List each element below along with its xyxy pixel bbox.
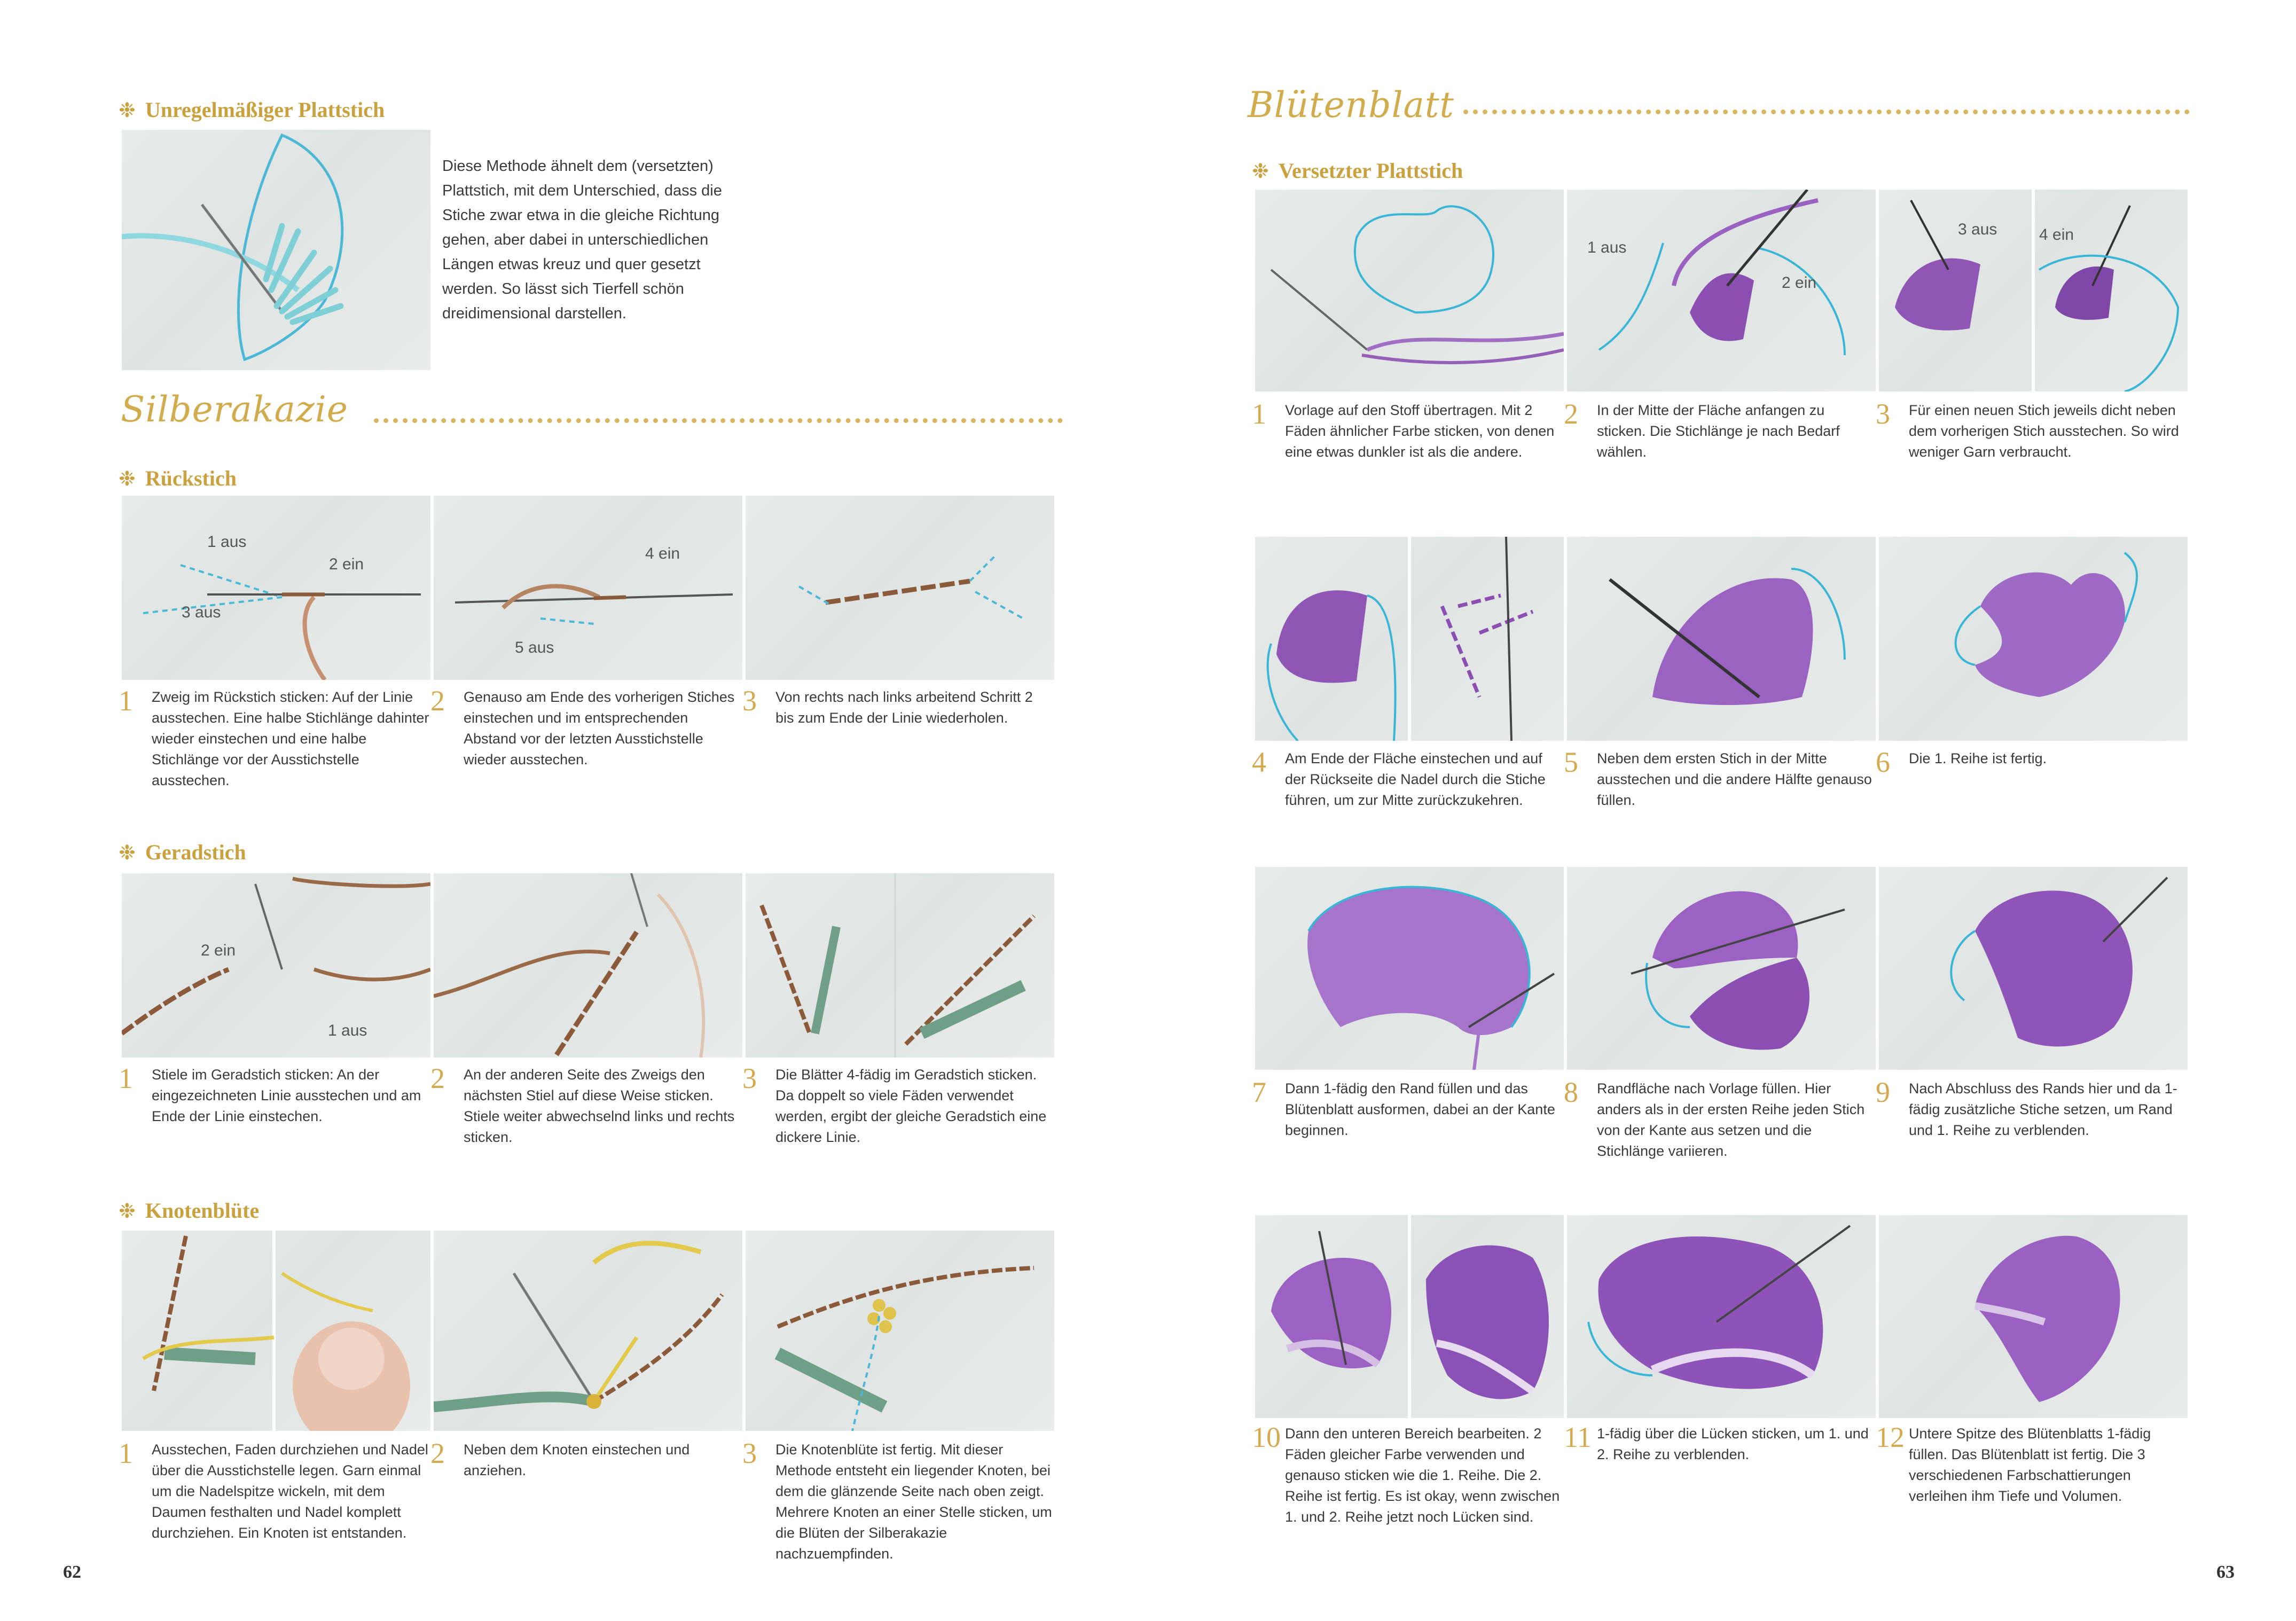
backstitch-step3-illustration [746,496,1054,680]
dotted-divider [374,418,1063,423]
step-caption: An der anderen Seite des Zweigs den nächsten Stiel auf diese Weise sticken. Stiele weiter abwechselnd links und rechts sticken. [464,1067,735,1145]
petal-step10-illustration [1255,1215,1564,1418]
heading-text: Knotenblüte [145,1199,260,1223]
step-caption: 1-fädig über die Lücken sticken, um 1. und 2. Reihe zu verblenden. [1597,1426,1869,1462]
flower-ornament-icon: ❉ [119,98,136,122]
photo-geradstich-3 [746,873,1054,1058]
step-number: 2 [430,1437,445,1469]
flower-ornament-icon: ❉ [119,466,136,490]
step-caption: Dann den unteren Bereich bearbeiten. 2 Fäden gleicher Farbe verwenden und genauso sticken wie die 1. Reihe. Die 2. Reihe ist fertig. Es ist okay, wenn zwischen 1. und 2. Reihe jetzt noch Lücken sind. [1285,1426,1560,1525]
page-title-bluetenblatt: Blütenblatt [1248,84,1454,126]
section-heading-knotenbluete [119,1198,259,1223]
label-2-ein: 2 ein [201,942,236,959]
step-caption: Stiele im Geradstich sticken: An der eingezeichneten Linie ausstechen und am Ende der Linie einstechen. [152,1067,421,1124]
photo-knotenbluete-2 [434,1231,742,1431]
step-number: 12 [1876,1421,1905,1453]
step-caption: Dann 1-fädig den Rand füllen und das Blütenblatt ausformen, dabei an der Kante beginnen. [1285,1080,1555,1138]
petal-step4-illustration [1255,537,1564,741]
leaf-embroidery-illustration [122,130,430,370]
flower-ornament-icon: ❉ [119,840,136,864]
dotted-divider [1463,109,2190,114]
step-caption: Die 1. Reihe ist fertig. [1909,750,2047,766]
petal-step9-illustration [1879,867,2188,1070]
straight-stitch-step3-illustration [746,873,1054,1058]
step-caption: Am Ende der Fläche einstechen und auf der Rückseite die Nadel durch die Stiche führen, um zur Mitte zurückzukehren. [1285,750,1546,808]
step-number: 6 [1876,746,1890,778]
photo-petal-step-5 [1567,537,1876,741]
photo-petal-step-8 [1567,867,1876,1070]
backstitch-step2-illustration [434,496,742,680]
step-caption: Für einen neuen Stich jeweils dicht neben dem vorherigen Stich ausstechen. So wird weniger Garn verbraucht. [1909,402,2179,460]
step-number: 9 [1876,1076,1890,1108]
label-2-ein: 2 ein [329,555,364,573]
step-number: 3 [742,1062,757,1094]
photo-petal-step-4 [1255,537,1564,741]
photo-knotenbluete-3 [746,1231,1054,1431]
heading-text: Geradstich [145,840,246,864]
page-number-left: 62 [63,1562,81,1582]
step-number: 3 [742,685,757,717]
photo-petal-step-6 [1879,537,2188,741]
section-heading-versetzter-plattstich [1252,158,1463,183]
step-caption: Vorlage auf den Stoff übertragen. Mit 2 Fäden ähnlicher Farbe sticken, von denen eine etwas dunkler ist als die andere. [1285,402,1555,460]
photo-geradstich-2 [434,873,742,1058]
step-number: 2 [1564,398,1578,430]
heading-text: Versetzter Plattstich [1278,159,1463,183]
knot-stitch-step3-illustration [746,1231,1054,1431]
step-caption: Neben dem ersten Stich in der Mitte ausstechen und die andere Hälfte genauso füllen. [1597,750,1872,808]
knot-stitch-step2-illustration [434,1231,742,1431]
step-caption: Von rechts nach links arbeitend Schritt 2 bis zum Ende der Linie wiederholen. [775,689,1033,726]
heading-text: Unregelmäßiger Plattstich [145,98,385,122]
page-title-silberakazie: Silberakazie [121,389,348,430]
step-number: 1 [119,1437,133,1469]
section-heading-geradstich [119,840,246,865]
label-1-aus: 1 aus [1587,239,1627,256]
photo-petal-step-1 [1255,190,1564,391]
petal-step2-illustration [1567,190,1876,391]
step-number: 5 [1564,746,1578,778]
step-number: 7 [1252,1076,1266,1108]
step-caption: Genauso am Ende des vorherigen Stiches einstechen und im entsprechenden Abstand vor der letzten Ausstichstelle wieder ausstechen. [464,689,735,768]
straight-stitch-step1-illustration [122,873,430,1058]
step-number: 8 [1564,1076,1578,1108]
label-1-aus: 1 aus [328,1022,367,1039]
heading-text: Rückstich [145,466,237,490]
step-number: 1 [1252,398,1266,430]
photo-rueckstich-1 [122,496,430,680]
photo-petal-step-2 [1567,190,1876,391]
knot-stitch-step1-illustration [122,1231,430,1431]
photo-geradstich-1 [122,873,430,1058]
step-number: 2 [430,1062,445,1094]
step-number: 1 [119,1062,133,1094]
label-4-ein: 4 ein [645,545,680,562]
label-4-ein: 4 ein [2039,226,2074,244]
petal-template-illustration [1255,190,1564,391]
step-number: 3 [1876,398,1890,430]
photo-irregular-satin-stitch [122,130,430,370]
petal-step5-illustration [1567,537,1876,741]
photo-rueckstich-3 [746,496,1054,680]
step-caption: Zweig im Rückstich sticken: Auf der Linie ausstechen. Eine halbe Stichlänge dahinter wieder einstechen und eine halbe Stichlänge vor der Ausstichstelle ausstechen. [152,689,429,788]
flower-ornament-icon: ❉ [1252,159,1269,183]
photo-petal-step-3 [1879,190,2188,391]
petal-step8-illustration [1567,867,1876,1070]
label-1-aus: 1 aus [207,533,247,551]
petal-step12-illustration [1879,1215,2188,1418]
photo-knotenbluete-1 [122,1231,430,1431]
step-number: 2 [430,685,445,717]
straight-stitch-step2-illustration [434,873,742,1058]
page-number-right: 63 [2216,1562,2235,1582]
section-heading-rueckstich [119,466,237,491]
step-caption: Die Knotenblüte ist fertig. Mit dieser Methode entsteht ein liegender Knoten, bei dem die glänzende Seite nach oben zeigt. Mehrere Knoten an einer Stelle sticken, um die Blüten der Silberakazie nachzuempfinden. [775,1442,1052,1562]
petal-step7-illustration [1255,867,1564,1070]
step-caption: Neben dem Knoten einstechen und anziehen. [464,1442,690,1478]
photo-petal-step-10 [1255,1215,1564,1418]
step-caption: Die Blätter 4-fädig im Geradstich sticken. Da doppelt so viele Fäden verwendet werden, ergibt der gleiche Geradstich eine dickere Linie. [775,1067,1047,1145]
section-heading-unregelmaessiger-plattstich [119,97,385,122]
step-caption: Ausstechen, Faden durchziehen und Nadel über die Ausstichstelle legen. Garn einmal um die Nadelspitze wickeln, mit dem Daumen festhalten und Nadel komplett durchziehen. Ein Knoten ist entstanden. [152,1442,428,1541]
photo-rueckstich-2 [434,496,742,680]
step-caption: Nach Abschluss des Rands hier und da 1-fädig zusätzliche Stiche setzen, um Rand und 1. Reihe zu verblenden. [1909,1080,2177,1138]
flower-ornament-icon: ❉ [119,1199,136,1223]
photo-petal-step-9 [1879,867,2188,1070]
photo-petal-step-11 [1567,1215,1876,1418]
step-number: 11 [1564,1421,1592,1453]
backstitch-step1-illustration [122,496,430,680]
photo-petal-step-12 [1879,1215,2188,1418]
label-3-aus: 3 aus [182,604,221,621]
petal-step11-illustration [1567,1215,1876,1418]
intro-text: Diese Methode ähnelt dem (versetzten) Plattstich, mit dem Unterschied, dass die Stiche zwar etwa in die gleiche Richtung gehen, aber dabei in unterschiedlichen Längen etwas kreuz und quer gesetzt werden. So lässt sich Tierfell schön dreidimensional darstellen. [442,158,722,322]
petal-step3-illustration [1879,190,2188,391]
photo-petal-step-7 [1255,867,1564,1070]
label-5-aus: 5 aus [515,639,554,656]
step-number: 3 [742,1437,757,1469]
label-3-aus: 3 aus [1958,221,1997,238]
step-number: 1 [119,685,133,717]
step-number: 4 [1252,746,1266,778]
step-caption: Untere Spitze des Blütenblatts 1-fädig füllen. Das Blütenblatt ist fertig. Die 3 verschiedenen Farbschattierungen verleihen ihm Tiefe und Volumen. [1909,1426,2151,1504]
step-caption: In der Mitte der Fläche anfangen zu sticken. Die Stichlänge je nach Bedarf wählen. [1597,402,1840,460]
step-number: 10 [1252,1421,1281,1453]
petal-step6-illustration [1879,537,2188,741]
label-2-ein: 2 ein [1782,274,1817,292]
step-caption: Randfläche nach Vorlage füllen. Hier anders als in der ersten Reihe jeden Stich von der Kante aus setzen und die Stichlänge variieren. [1597,1080,1865,1159]
